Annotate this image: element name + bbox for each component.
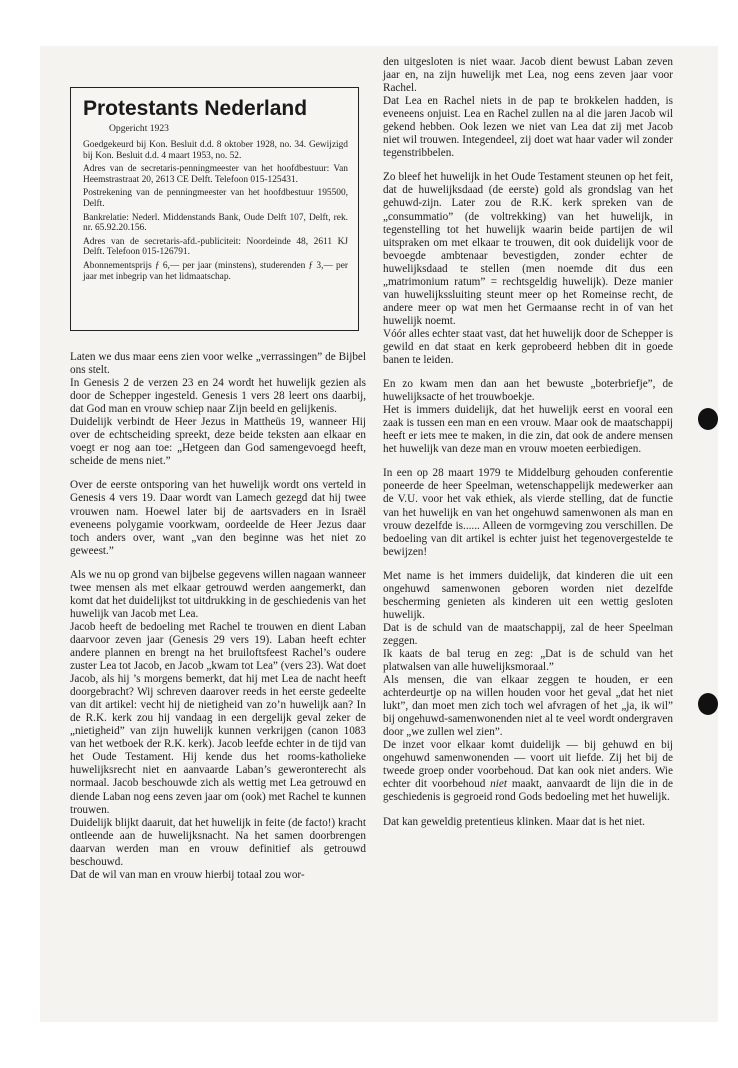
right-paragraph [383,739,673,804]
right-paragraph: In een op 28 maart 1979 te Middelburg gehouden conferentie poneerde de heer Speelman, wetenschappelijk medewerker aan de V.U. voor het vak ethiek, als vierde stelling, dat de functie van het huwelijk en van het ongehuwd samenwonen als man en vrouw dezelfde is...... Alleen de vormgeving zou verschillen. De bedoeling van dit artikel is echter juist het tegenovergestelde te bewijzen! [383,467,673,558]
text-run: maakt, aanvaardt de lijn die in de geschiedenis is gegroeid rond Gods bedoeling met het huwelijk. [383,778,673,804]
right-paragraph: den uitgesloten is niet waar. Jacob dient bewust Laban zeven jaar en, na zijn huwelijk met Lea, nog eens zeven jaar voor Rachel. Dat Lea en Rachel niets in de pap te brokkelen hadden, is eveneens onjuist. Lea en Rachel zullen na al die jaren Jacob wil gekend hebben. Ook lezen we niet van Lea dat zij met Jacob niet wil trouwen. Integendeel, zij doet wat haar vader wil zonder tegenstribbelen. [383,56,673,160]
masthead-line: Postrekening van de penningmeester van het hoofdbestuur 195500, Delft. [83,188,348,209]
right-column [383,56,673,829]
left-column [70,351,366,882]
punch-hole [698,408,718,430]
founded-line: Opgericht 1923 [109,123,169,134]
masthead-line: Adres van de secretaris-penningmeester van het hoofdbestuur: Van Heemstrastraat 20, 2613 CE Delft. Telefoon 015-125431. [83,164,348,185]
right-paragraph: Dat kan geweldig pretentieus klinken. Maar dat is het niet. [383,815,645,828]
emphasis: niet [490,778,507,791]
masthead-line: Adres van de secretaris-afd.-publiciteit: Noordeinde 48, 2611 KJ Delft. Telefoon 015-126791. [83,236,348,258]
right-paragraph: En zo kwam men dan aan het bewuste „boterbriefje”, de huwelijksacte of het trouwboekje. Het is immers duidelijk, dat het huwelijk eerst en vooral een zaak is tussen een man en een vrouw. Maar ook de maatschappij heeft er iets mee te maken, in die zin, dat ook de andere mensen het huwelijk van deze man en vrouw moeten eerbiedigen. [383,378,673,456]
punch-hole [698,693,718,715]
left-paragraph: Over de eerste ontsporing van het huwelijk wordt ons verteld in Genesis 4 vers 19. Daar wordt van Lamech gezegd dat hij twee vrouwen nam. Hoewel later bij de aartsvaders en in Israël eveneens polygamie voorkwam, oordeelde de Heer Jezus daar toch anders over, want „van den beginne was het niet zo geweest.” [70,479,366,557]
masthead-line: Goedgekeurd bij Kon. Besluit d.d. 8 oktober 1928, no. 34. Gewijzigd bij Kon. Besluit d.d. 4 maart 1953, no. 52. [83,140,348,161]
masthead-box [70,87,359,331]
left-paragraph: Laten we dus maar eens zien voor welke „verrassingen” de Bijbel ons stelt. In Genesis 2 de verzen 23 en 24 wordt het huwelijk gezien als door de Schepper ingesteld. Genesis 1 vers 28 leert ons daarbij, dat God man en vrouw schiep naar Zijn beeld en gelijkenis. Duidelijk verbindt de Heer Jezus in Mattheüs 19, wanneer Hij over de echtscheiding spreekt, deze beide teksten aan elkaar en voegt er nog aan toe: „Hetgeen dan God samengevoegd heeft, scheide de mens niet.” [70,351,366,468]
text-run: De inzet voor elkaar komt duidelijk — bij gehuwd en bij ongehuwd samenwonenden — voort uit liefde. Zij het bij de tweede groep onder voorbehoud. Dat kan ook niet anders. Wie echter dit voorbehoud [383,739,673,791]
right-paragraph: Zo bleef het huwelijk in het Oude Testament steunen op het feit, dat de huwelijksdaad (de eerste) gold als grondslag van het gehuwd-zijn. Later zou de R.K. kerk spreken van de „consummatio” (de voltrekking) van het huwelijk, in tegenstelling tot het huwelijk waarin beide partijen de wil uitspraken om met elkaar te trouwen, dit ook duidelijk voor de bevoegde ambtenaar bevestigden, zonder echter de huwelijksdaad te stellen (men noemde dit dus een „matrimonium ratum” = rechtsgeldig huwelijk). Deze manier van huwelijkssluiting steunt meer op het Romeinse recht, de andere meer op wat men het Germaanse recht in of van het huwelijk noemt. Vóór alles echter staat vast, dat het huwelijk door de Schepper is gewild en dat staat en kerk geprobeerd hebben dit in goede banen te leiden. [383,171,673,367]
masthead-line: Bankrelatie: Nederl. Middenstands Bank, Oude Delft 107, Delft, rek. nr. 65.92.20.156. [83,212,348,234]
left-paragraph: Als we nu op grond van bijbelse gegevens willen nagaan wanneer twee mensen als met elkaar getrouwd werden aangemerkt, dan komt dat het duidelijkst tot uitdrukking in de geschiedenis van het huwelijk van Jacob met Lea. Jacob heeft de bedoeling met Rachel te trouwen en dient Laban daarvoor zeven jaar (Genesis 29 vers 19). Laban heeft echter andere plannen en brengt na het bruiloftsfeest Rachel’s oudere zuster Lea tot Jacob, en Jacob „kwam tot Lea” (vers 23). Wat doet Jacob, als hij ’s morgens bemerkt, dat hij met Lea de nacht heeft doorgebracht? Wij schreven daarover reeds in het eerste gedeelte van dit artikel: vecht hij de nietigheid van zo’n huwelijk aan? In de R.K. kerk zou hij vandaag in een dergelijk geval zeker de „nietigheid” van zijn huwelijk kunnen verkrijgen (canon 1083 van het wetboek der R.K. kerk). Jacob leefde echter in de tijd van het Oude Testament. Hij kende dus het rooms-katholieke huwelijksrecht niet en aanvaarde Laban’s geweronterecht als normaal. Jacob beschouwde zich als wettig met Lea getrouwd en diende Laban nog eens zeven jaar om (ook) met Rachel te kunnen trouwen. Duidelijk blijkt daaruit, dat het huwelijk in feite (de facto!) kracht ontleende aan de huwelijksnacht. Na het samen doorbrengen daarvan werden man en vrouw definitief als getrouwd beschouwd. Dat de wil van man en vrouw hierbij totaal zou wor- [70,568,366,881]
masthead-line: Abonnementsprijs ƒ 6,— per jaar (minstens), studerenden ƒ 3,— per jaar met inbegrip van het lidmaatschap. [83,260,348,282]
masthead-title: Protestants Nederland [83,97,308,120]
right-paragraph: Met name is het immers duidelijk, dat kinderen die uit een ongehuwd samenwonen geboren worden niet dezelfde bescherming genieten als kinderen uit een wettig gesloten huwelijk. Dat is de schuld van de maatschappij, zal de heer Speelman zeggen. Ik kaats de bal terug en zeg: „Dat is de schuld van het platwalsen van alle huwelijksmoraal.” Als mensen, die van elkaar zeggen te houden, er een achterdeurtje op na willen houden voor het geval „dat het niet lukt”, dan moet men zich toch wel afvragen of het „ja, ik wil” bij ongehuwd-samenwonenden niet al te veel wordt ondergraven door „we zullen wel zien”. [383,569,673,739]
